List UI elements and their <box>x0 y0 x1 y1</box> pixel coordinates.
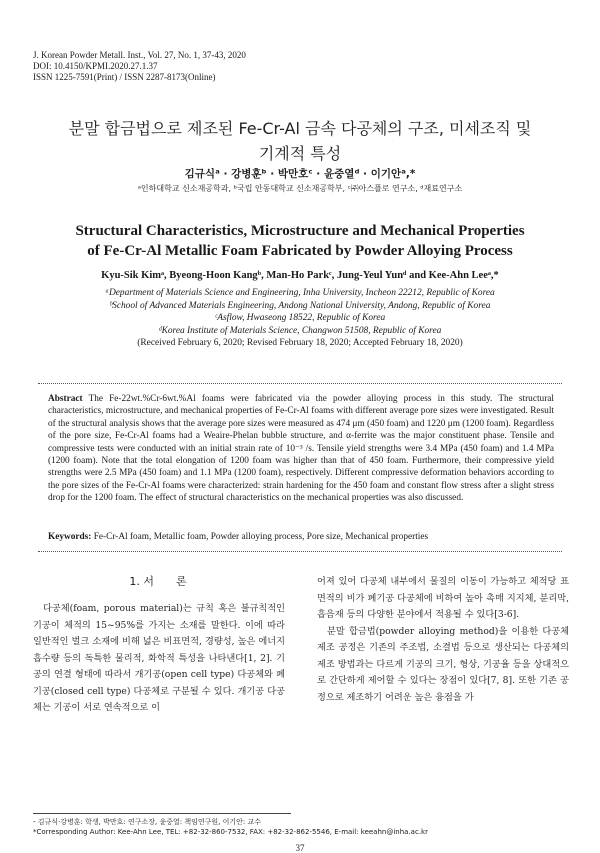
abstract <box>48 393 554 505</box>
intro-paragraph-2: 분말 합금법(powder alloying method)을 이용한 다공체 제조 공정은 기존의 주조법, 소결법 등으로 생산되는 다공체의 제조 방법과는 다르게 기공의 크기, 형상, 기공율 등을 상대적으로 간단하게 제어할 수 있다는 장점이 있다[7, 8]. 또한 기존 공정으로 제조하기 어려운 높은 융점을 가 <box>317 625 569 703</box>
title-english-line1: Structural Characteristics, Microstructure and Mechanical Properties <box>75 223 525 239</box>
title-english <box>40 221 560 261</box>
doi: DOI: 10.4150/KPMI.2020.27.1.37 <box>33 61 158 71</box>
affiliation-b: ᵇSchool of Advanced Materials Engineering, Andong National University, Andong, Republic of Korea <box>109 300 491 311</box>
section-heading-introduction: 1. 서 론 <box>129 575 187 588</box>
title-korean-line1: 분말 합금법으로 제조된 Fe-Cr-Al 금속 다공체의 구조, 미세조직 및 <box>68 119 532 138</box>
divider-top <box>38 383 562 384</box>
body-column-right <box>317 574 569 706</box>
abstract-label: Abstract <box>48 394 83 404</box>
affiliations-korean: ᵃ인하대학교 신소재공학과, ᵇ국립 안동대학교 신소재공학부, ᶜ㈜아스플로 연구소, ᵈ재료연구소 <box>137 184 463 193</box>
keywords-label: Keywords: <box>48 532 92 542</box>
title-english-line2: of Fe-Cr-Al Metallic Foam Fabricated by Powder Alloying Process <box>87 243 513 259</box>
title-korean-line2: 기계적 특성 <box>258 144 342 163</box>
issn: ISSN 1225-7591(Print) / ISSN 2287-8173(Online) <box>33 72 216 82</box>
keywords-text: Fe-Cr-Al foam, Metallic foam, Powder alloying process, Pore size, Mechanical properties <box>93 532 429 542</box>
authors-english: Kyu-Sik Kimᵃ, Byeong-Hoon Kangᵇ, Man-Ho Parkᶜ, Jung-Yeul Yunᵈ and Kee-Ahn Leeᵃ,* <box>101 270 499 281</box>
affiliation-a: ᵃDepartment of Materials Science and Engineering, Inha University, Incheon 22212, Republic of Korea <box>105 288 495 298</box>
intro-paragraph-1: 다공체(foam, porous material)는 규칙 혹은 불규칙적인 기공이 체적의 15~95%를 가지는 소재를 말한다. 이에 따라 일반적인 벌크 소재에 비해 넓은 비표면적, 경량성, 높은 에너지 흡수량 등의 독특한 물리적, 화학적 특성을 나타낸다[1, 2]. 기공의 연결 형태에 따라서 개기공(open cell type) 다공체와 폐기공(closed cell type) 다공체로 구분될 수 있다. 개기공 다공체는 기공이 서로 연속적으로 이 <box>33 603 285 713</box>
affiliation-c: ᶜAsflow, Hwaseong 18522, Republic of Korea <box>214 313 386 323</box>
divider-bottom <box>38 551 562 552</box>
journal-citation: J. Korean Powder Metall. Inst., Vol. 27, No. 1, 37-43, 2020 <box>33 50 246 60</box>
page-number: 37 <box>295 843 305 853</box>
footnote-rule <box>33 813 291 814</box>
authors-korean: 김규식ᵃ · 강병훈ᵇ · 박만호ᶜ · 윤중열ᵈ · 이기안ᵃ,* <box>184 168 416 180</box>
footnote <box>33 817 428 837</box>
footnote-positions: - 김규식·강병훈: 학생, 박만호: 연구소장, 윤중열: 책임연구원, 이기안: 교수 <box>33 818 261 826</box>
intro-paragraph-1-cont: 어져 있어 다공체 내부에서 물질의 이동이 가능하고 체적당 표면적의 비가 폐기공 다공체에 비하여 높아 촉매 지지체, 분리막, 흡음재 등의 다양한 분야에서 적용될 수 있다[3-6]. <box>317 576 569 620</box>
affiliation-d: ᵈKorea Institute of Materials Science, Changwon 51508, Republic of Korea <box>158 325 442 336</box>
body-column-left <box>33 601 285 717</box>
journal-header <box>33 50 246 83</box>
title-korean <box>40 116 560 166</box>
keywords <box>48 531 554 543</box>
received-dates: (Received February 6, 2020; Revised February 18, 2020; Accepted February 18, 2020) <box>137 338 463 348</box>
abstract-text: The Fe-22wt.%Cr-6wt.%Al foams were fabricated via the powder alloying process in this study. The structural characteristics, microstructure, and mechanical properties of Fe-Cr-Al foams with different average pore sizes were investigated. Result of the structural analysis shows that the average pore sizes were measured as 474 μm (450 foam) and 1220 μm (1200 foam). Regardless of the pore size, Fe-Cr-Al foams had a Weaire-Phelan bubble structure, and α-ferrite was the major constituent phase. Tensile and compressive tests were conducted with an initial strain rate of 10⁻³ /s. Tensile yield strengths were 3.4 MPa (450 foam) and 1.4 MPa (1200 foam). Note that the total elongation of 1200 foam was higher than that of 450 foam. Furthermore, their compressive yield strengths were 2.5 MPa (450 foam) and 1.1 MPa (1200 foam), respectively. Different compressive deformation behaviors according to the pore sizes of the Fe-Cr-Al foams were characterized: strain hardening for the 450 foam and constant flow stress after a slight stress drop for the 1200 foam. The effect of structural characteristics on the mechanical properties was also discussed. <box>48 394 554 504</box>
affiliations-english <box>40 287 560 350</box>
footnote-corresponding: *Corresponding Author: Kee-Ahn Lee, TEL: +82-32-860-7532, FAX: +82-32-862-5546, E-mail: keeahn@inha.ac.kr <box>33 828 428 836</box>
